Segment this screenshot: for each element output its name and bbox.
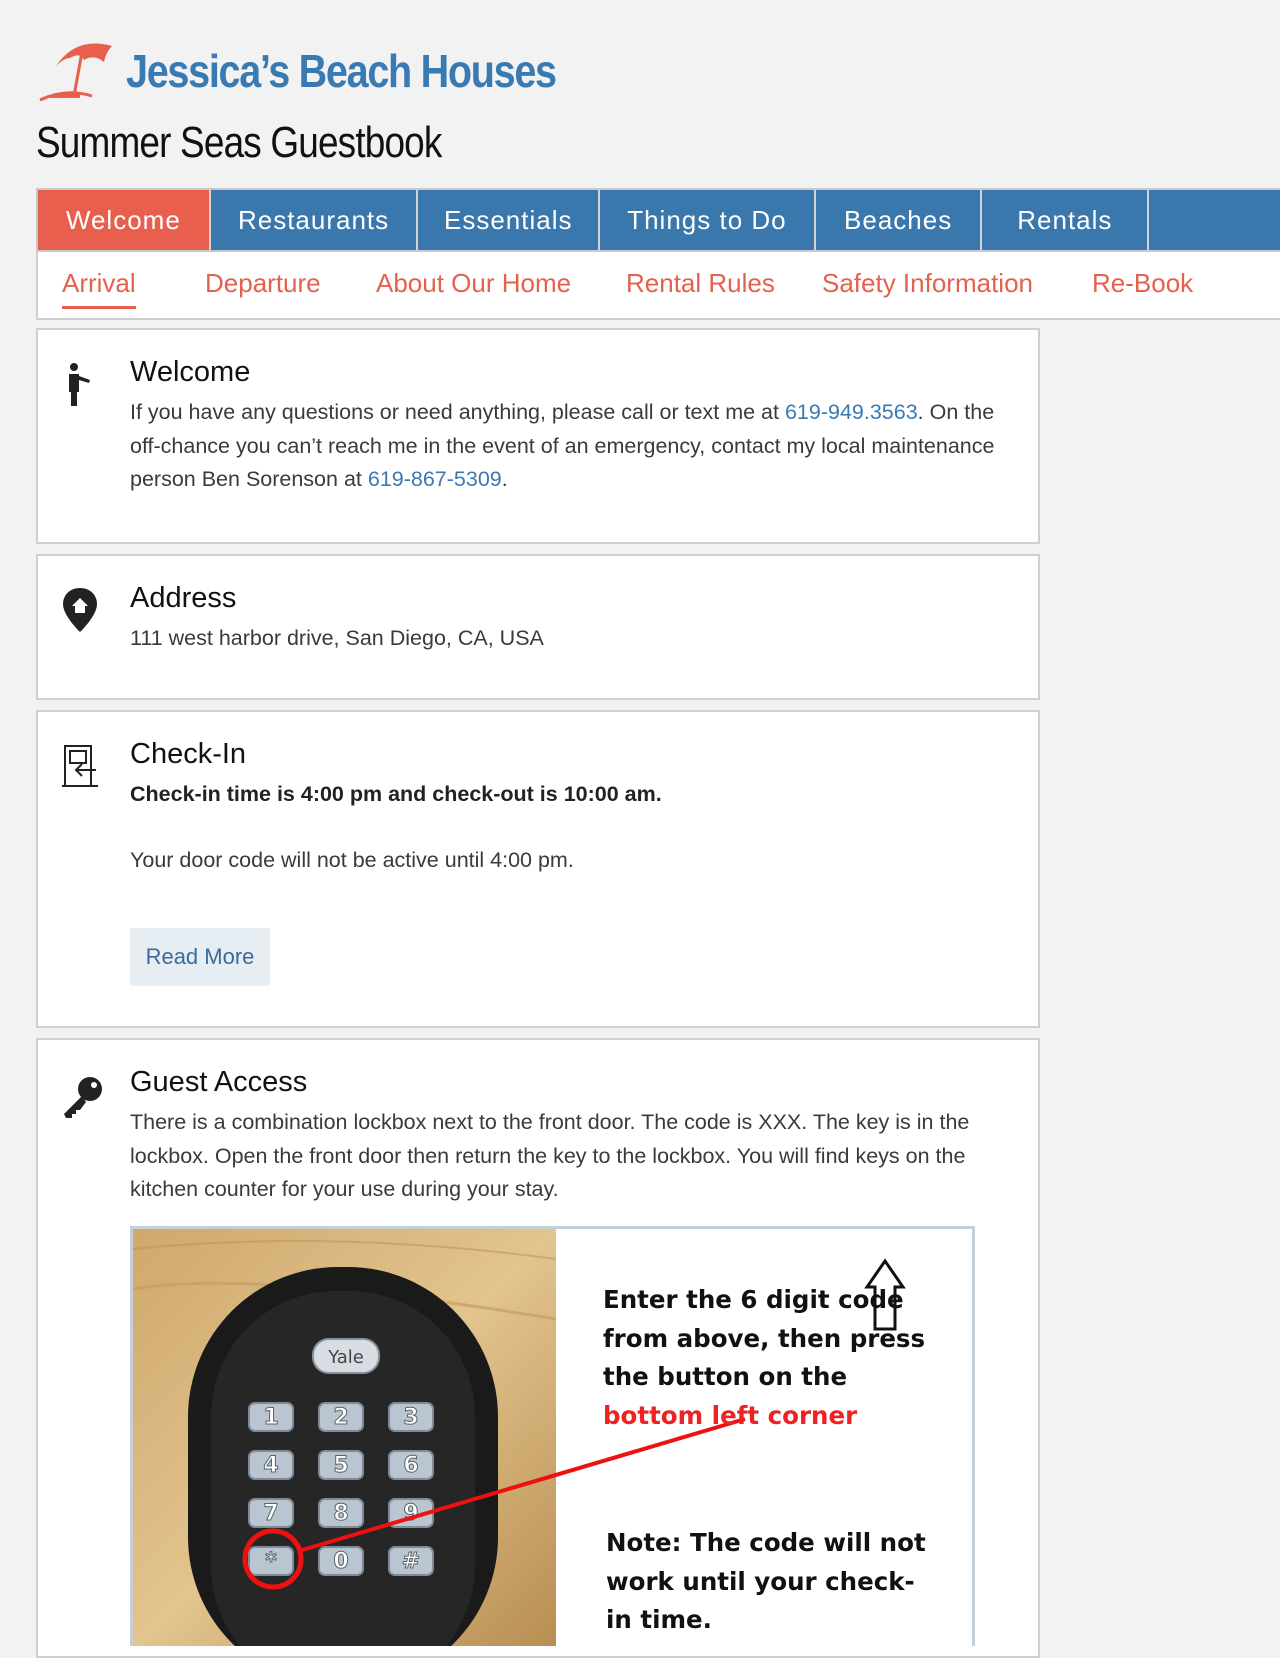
sub-nav bbox=[36, 252, 1280, 320]
keypad-key: 1 bbox=[248, 1402, 294, 1432]
keypad-key: 0 bbox=[318, 1546, 364, 1576]
tab-rentals[interactable]: Rentals bbox=[982, 190, 1149, 250]
subnav-arrival[interactable]: Arrival bbox=[62, 268, 136, 298]
phone-link-owner[interactable]: 619-949.3563 bbox=[784, 400, 918, 424]
door-enter-icon bbox=[60, 744, 100, 784]
keypad-key: 9 bbox=[388, 1498, 434, 1528]
address-card bbox=[36, 554, 1040, 700]
keypad-key: 7 bbox=[248, 1498, 294, 1528]
address-text: 111 west harbor drive, San Diego, CA, USA bbox=[130, 626, 544, 650]
tab-essentials[interactable]: Essentials bbox=[418, 190, 600, 250]
read-more-button[interactable]: Read More bbox=[130, 928, 270, 986]
keypad-instruction-image bbox=[130, 1226, 975, 1646]
keypad-key: 8 bbox=[318, 1498, 364, 1528]
card-title: Welcome bbox=[130, 356, 251, 388]
keypad-key: 6 bbox=[388, 1450, 434, 1480]
tab-beaches[interactable]: Beaches bbox=[816, 190, 983, 250]
checkin-time-text: Check-in time is 4:00 pm and check-out is 10:00 am. bbox=[130, 782, 662, 806]
person-greeting-icon bbox=[60, 362, 100, 402]
brand-name: Jessica’s Beach Houses bbox=[126, 45, 556, 97]
tab-welcome[interactable]: Welcome bbox=[38, 190, 211, 250]
tab-things-to-do[interactable]: Things to Do bbox=[600, 190, 816, 250]
guest-access-text: There is a combination lockbox next to the front door. The code is XXX. The key is in the lockbox. Open the front door then return the key to the lockbox. You will find keys on the kitchen counter for your use during your stay. bbox=[130, 1110, 970, 1201]
keypad-key: 5 bbox=[318, 1450, 364, 1480]
map-pin-home-icon bbox=[60, 586, 100, 626]
card-title: Check-In bbox=[130, 738, 247, 770]
keypad-note: Note: The code will not work until your check-in time. bbox=[606, 1528, 926, 1634]
card-title: Address bbox=[130, 582, 237, 614]
keypad-key: 3 bbox=[388, 1402, 434, 1432]
tab-more[interactable] bbox=[1149, 190, 1280, 250]
subnav-re-book[interactable]: Re-Book bbox=[1092, 268, 1194, 298]
subnav-rental-rules[interactable]: Rental Rules bbox=[626, 268, 775, 298]
keypad-instructions: Enter the 6 digit code from above, then press the button on the bottom left corner bbox=[603, 1285, 926, 1430]
page-title: Summer Seas Guestbook bbox=[36, 118, 442, 167]
main-nav bbox=[36, 188, 1280, 252]
phone-link-maintenance[interactable]: 619-867-5309 bbox=[367, 467, 502, 491]
keypad-key: * bbox=[248, 1546, 294, 1576]
key-icon bbox=[60, 1074, 100, 1114]
beach-umbrella-icon bbox=[36, 38, 122, 104]
subnav-departure[interactable]: Departure bbox=[205, 268, 321, 298]
welcome-text: If you have any questions or need anything, please call or text me at 619-949.3563. On the off-chance you can’t reach me in the event of an emergency, contact my local maintenance person Ben Sorenson at 619-867-5309. bbox=[130, 400, 995, 491]
checkin-card bbox=[36, 710, 1040, 1028]
door-code-text: Your door code will not be active until 4:00 pm. bbox=[130, 848, 574, 872]
subnav-about-our-home[interactable]: About Our Home bbox=[376, 268, 572, 298]
keypad-key: 2 bbox=[318, 1402, 364, 1432]
card-title: Guest Access bbox=[130, 1066, 308, 1098]
guest-access-card bbox=[36, 1038, 1040, 1658]
subnav-safety-information[interactable]: Safety Information bbox=[822, 268, 1033, 298]
site-header bbox=[36, 36, 626, 106]
keypad-key: 4 bbox=[248, 1450, 294, 1480]
brand-logo[interactable] bbox=[36, 36, 626, 106]
welcome-card bbox=[36, 328, 1040, 544]
lock-brand-label: Yale bbox=[328, 1347, 364, 1368]
keypad-key: # bbox=[388, 1546, 434, 1576]
tab-restaurants[interactable]: Restaurants bbox=[211, 190, 419, 250]
